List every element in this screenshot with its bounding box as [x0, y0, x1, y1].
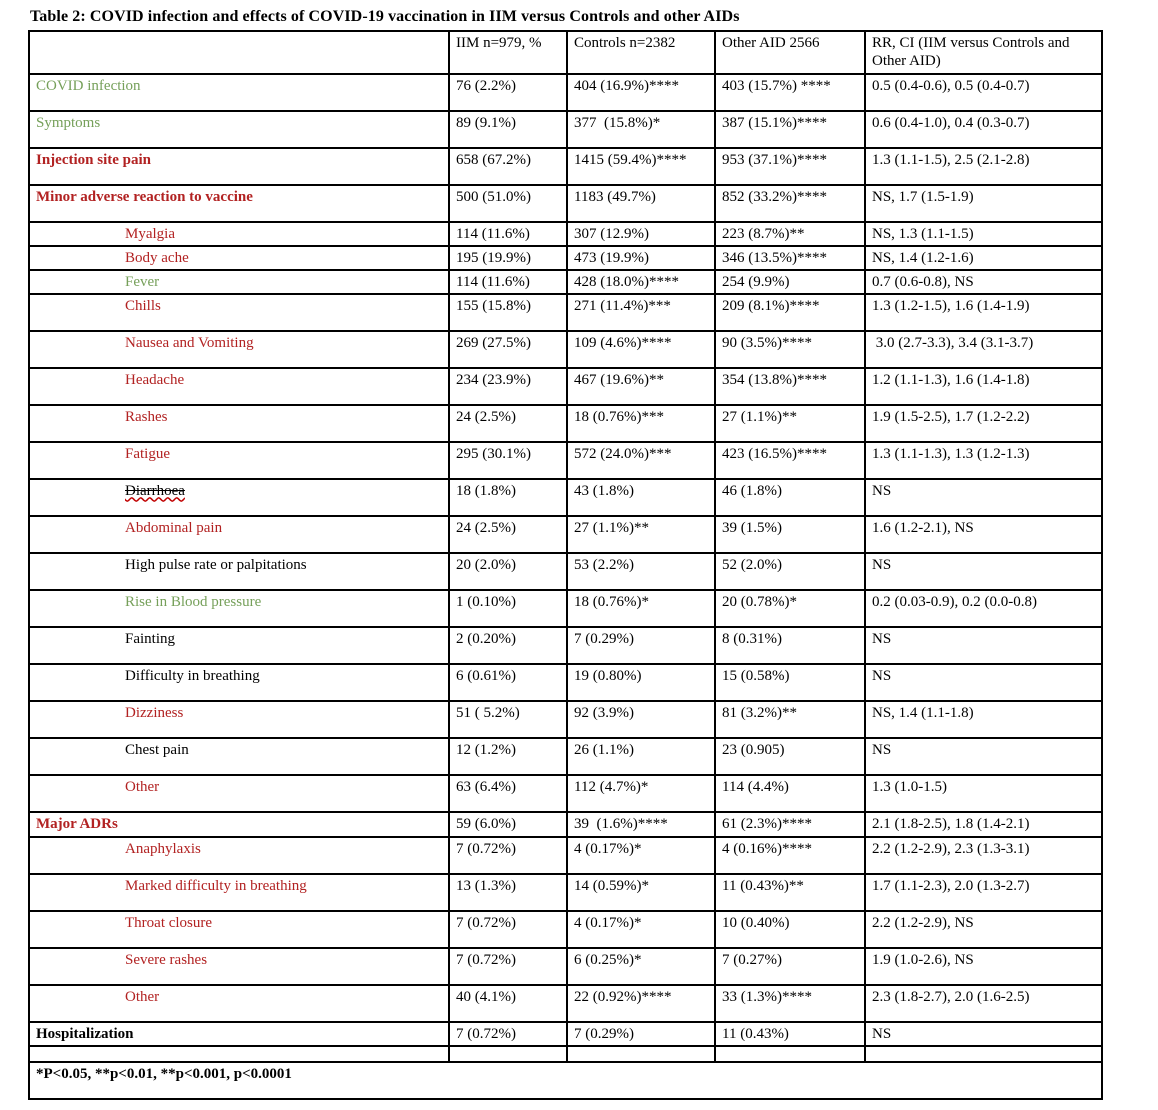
- table-row: [29, 368, 1102, 405]
- cell-iim: 12 (1.2%): [449, 738, 567, 775]
- row-label: Myalgia: [125, 225, 175, 242]
- cell-rr-ci: NS: [865, 479, 1102, 516]
- row-label-cell: [29, 775, 449, 812]
- table-row: [29, 442, 1102, 479]
- cell-controls: 473 (19.9%): [567, 246, 715, 270]
- cell-other-aid: 423 (16.5%)****: [715, 442, 865, 479]
- row-label-cell: [29, 948, 449, 985]
- cell-rr-ci: NS: [865, 1022, 1102, 1046]
- row-label-cell: [29, 664, 449, 701]
- cell-other-aid: 11 (0.43%)**: [715, 874, 865, 911]
- cell-iim: 76 (2.2%): [449, 74, 567, 111]
- cell-other-aid: 10 (0.40%): [715, 911, 865, 948]
- row-label: Minor adverse reaction to vaccine: [36, 188, 253, 205]
- row-label-cell: [29, 738, 449, 775]
- empty-row: [29, 1046, 1102, 1062]
- cell-rr-ci: 2.3 (1.8-2.7), 2.0 (1.6-2.5): [865, 985, 1102, 1022]
- cell-rr-ci: 0.6 (0.4-1.0), 0.4 (0.3-0.7): [865, 111, 1102, 148]
- cell-other-aid: 33 (1.3%)****: [715, 985, 865, 1022]
- column-header-rowlabel: [29, 31, 449, 74]
- cell-iim: 59 (6.0%): [449, 812, 567, 836]
- cell-rr-ci: NS: [865, 738, 1102, 775]
- row-label: Dizziness: [125, 705, 184, 722]
- cell-controls: 4 (0.17%)*: [567, 911, 715, 948]
- row-label-cell: [29, 985, 449, 1022]
- cell-other-aid: 223 (8.7%)**: [715, 222, 865, 246]
- cell-iim: 13 (1.3%): [449, 874, 567, 911]
- row-label-cell: [29, 246, 449, 270]
- row-label-cell: [29, 1022, 449, 1046]
- row-label: Diarrhoea: [125, 483, 185, 500]
- cell-other-aid: 20 (0.78%)*: [715, 590, 865, 627]
- cell-iim: 155 (15.8%): [449, 294, 567, 331]
- row-label: Other: [125, 988, 160, 1005]
- cell-rr-ci: NS, 1.4 (1.1-1.8): [865, 701, 1102, 738]
- cell-rr-ci: 0.5 (0.4-0.6), 0.5 (0.4-0.7): [865, 74, 1102, 111]
- cell-controls: 404 (16.9%)****: [567, 74, 715, 111]
- cell-controls: 7 (0.29%): [567, 627, 715, 664]
- cell-iim: 40 (4.1%): [449, 985, 567, 1022]
- cell-controls: 53 (2.2%): [567, 553, 715, 590]
- row-label-cell: [29, 148, 449, 185]
- table-row: [29, 812, 1102, 836]
- row-label: Fever: [125, 274, 160, 291]
- column-header-other-aid: Other AID 2566: [715, 31, 865, 74]
- cell-iim: 63 (6.4%): [449, 775, 567, 812]
- row-label-cell: [29, 590, 449, 627]
- cell-iim: 7 (0.72%): [449, 948, 567, 985]
- cell-iim: 24 (2.5%): [449, 405, 567, 442]
- cell-iim: 1 (0.10%): [449, 590, 567, 627]
- cell-iim: 6 (0.61%): [449, 664, 567, 701]
- row-label: Throat closure: [125, 914, 213, 931]
- row-label: COVID infection: [36, 77, 141, 94]
- table-row: [29, 74, 1102, 111]
- row-label-cell: [29, 516, 449, 553]
- cell-rr-ci: 1.9 (1.5-2.5), 1.7 (1.2-2.2): [865, 405, 1102, 442]
- row-label: High pulse rate or palpitations: [125, 557, 307, 574]
- cell-other-aid: 15 (0.58%): [715, 664, 865, 701]
- cell-iim: 295 (30.1%): [449, 442, 567, 479]
- cell-rr-ci: 1.3 (1.2-1.5), 1.6 (1.4-1.9): [865, 294, 1102, 331]
- cell-controls: 109 (4.6%)****: [567, 331, 715, 368]
- cell-controls: 572 (24.0%)***: [567, 442, 715, 479]
- cell-rr-ci: 1.9 (1.0-2.6), NS: [865, 948, 1102, 985]
- cell-rr-ci: 1.3 (1.0-1.5): [865, 775, 1102, 812]
- empty-cell: [567, 1046, 715, 1062]
- cell-rr-ci: 2.1 (1.8-2.5), 1.8 (1.4-2.1): [865, 812, 1102, 836]
- row-label: Fatigue: [125, 446, 170, 463]
- cell-controls: 19 (0.80%): [567, 664, 715, 701]
- header-row: [29, 31, 1102, 74]
- row-label: Body ache: [125, 249, 189, 266]
- empty-cell: [29, 1046, 449, 1062]
- table-row: [29, 627, 1102, 664]
- cell-other-aid: 403 (15.7%) ****: [715, 74, 865, 111]
- cell-rr-ci: 1.7 (1.1-2.3), 2.0 (1.3-2.7): [865, 874, 1102, 911]
- cell-controls: 26 (1.1%): [567, 738, 715, 775]
- data-table: [28, 30, 1103, 1100]
- cell-rr-ci: NS, 1.3 (1.1-1.5): [865, 222, 1102, 246]
- cell-controls: 14 (0.59%)*: [567, 874, 715, 911]
- cell-iim: 114 (11.6%): [449, 270, 567, 294]
- cell-iim: 20 (2.0%): [449, 553, 567, 590]
- cell-other-aid: 7 (0.27%): [715, 948, 865, 985]
- row-label: Injection site pain: [36, 151, 152, 168]
- cell-iim: 114 (11.6%): [449, 222, 567, 246]
- table-row: [29, 837, 1102, 874]
- cell-other-aid: 61 (2.3%)****: [715, 812, 865, 836]
- table-row: [29, 246, 1102, 270]
- cell-other-aid: 953 (37.1%)****: [715, 148, 865, 185]
- row-label: Rise in Blood pressure: [125, 594, 262, 611]
- cell-iim: 195 (19.9%): [449, 246, 567, 270]
- row-label-cell: [29, 442, 449, 479]
- cell-other-aid: 114 (4.4%): [715, 775, 865, 812]
- cell-rr-ci: NS: [865, 664, 1102, 701]
- cell-iim: 89 (9.1%): [449, 111, 567, 148]
- cell-other-aid: 90 (3.5%)****: [715, 331, 865, 368]
- cell-controls: 271 (11.4%)***: [567, 294, 715, 331]
- row-label: Marked difficulty in breathing: [125, 877, 307, 894]
- cell-other-aid: 852 (33.2%)****: [715, 185, 865, 222]
- table-row: [29, 405, 1102, 442]
- column-header-iim: IIM n=979, %: [449, 31, 567, 74]
- cell-other-aid: 387 (15.1%)****: [715, 111, 865, 148]
- row-label-cell: [29, 74, 449, 111]
- table-row: [29, 148, 1102, 185]
- row-label-cell: [29, 874, 449, 911]
- table-row: [29, 553, 1102, 590]
- table-row: [29, 738, 1102, 775]
- column-header-controls: Controls n=2382: [567, 31, 715, 74]
- row-label: Severe rashes: [125, 951, 208, 968]
- cell-iim: 658 (67.2%): [449, 148, 567, 185]
- table-row: [29, 111, 1102, 148]
- table-row: [29, 270, 1102, 294]
- cell-rr-ci: 0.7 (0.6-0.8), NS: [865, 270, 1102, 294]
- table-row: [29, 1022, 1102, 1046]
- cell-iim: 269 (27.5%): [449, 331, 567, 368]
- row-label: Major ADRs: [36, 816, 118, 833]
- cell-controls: 92 (3.9%): [567, 701, 715, 738]
- row-label-cell: [29, 270, 449, 294]
- cell-other-aid: 81 (3.2%)**: [715, 701, 865, 738]
- table-row: [29, 479, 1102, 516]
- cell-controls: 112 (4.7%)*: [567, 775, 715, 812]
- cell-rr-ci: 1.2 (1.1-1.3), 1.6 (1.4-1.8): [865, 368, 1102, 405]
- table-row: [29, 985, 1102, 1022]
- row-label-cell: [29, 222, 449, 246]
- row-label-cell: [29, 627, 449, 664]
- row-label-cell: [29, 837, 449, 874]
- cell-other-aid: 354 (13.8%)****: [715, 368, 865, 405]
- table-row: [29, 590, 1102, 627]
- empty-cell: [449, 1046, 567, 1062]
- table-row: [29, 911, 1102, 948]
- empty-cell: [715, 1046, 865, 1062]
- row-label: Anaphylaxis: [125, 840, 201, 857]
- table-row: [29, 331, 1102, 368]
- cell-iim: 18 (1.8%): [449, 479, 567, 516]
- cell-controls: 7 (0.29%): [567, 1022, 715, 1046]
- table-row: [29, 222, 1102, 246]
- significance-footnote: *P<0.05, **p<0.01, **p<0.001, p<0.0001: [29, 1062, 1102, 1099]
- cell-other-aid: 27 (1.1%)**: [715, 405, 865, 442]
- cell-other-aid: 23 (0.905): [715, 738, 865, 775]
- cell-controls: 43 (1.8%): [567, 479, 715, 516]
- cell-other-aid: 346 (13.5%)****: [715, 246, 865, 270]
- cell-controls: 307 (12.9%): [567, 222, 715, 246]
- row-label-cell: [29, 185, 449, 222]
- row-label: Headache: [125, 372, 185, 389]
- cell-controls: 27 (1.1%)**: [567, 516, 715, 553]
- cell-rr-ci: NS, 1.7 (1.5-1.9): [865, 185, 1102, 222]
- cell-other-aid: 52 (2.0%): [715, 553, 865, 590]
- row-label-cell: [29, 331, 449, 368]
- cell-iim: 7 (0.72%): [449, 911, 567, 948]
- cell-controls: 22 (0.92%)****: [567, 985, 715, 1022]
- row-label-cell: [29, 812, 449, 836]
- row-label-cell: [29, 553, 449, 590]
- cell-rr-ci: NS: [865, 627, 1102, 664]
- cell-rr-ci: 0.2 (0.03-0.9), 0.2 (0.0-0.8): [865, 590, 1102, 627]
- row-label: Difficulty in breathing: [125, 668, 260, 685]
- cell-iim: 2 (0.20%): [449, 627, 567, 664]
- row-label-cell: [29, 479, 449, 516]
- empty-cell: [865, 1046, 1102, 1062]
- cell-other-aid: 8 (0.31%): [715, 627, 865, 664]
- table-row: [29, 948, 1102, 985]
- table-footer: [29, 1046, 1102, 1099]
- row-label: Chest pain: [125, 742, 189, 759]
- cell-rr-ci: NS: [865, 553, 1102, 590]
- row-label-cell: [29, 405, 449, 442]
- cell-other-aid: 209 (8.1%)****: [715, 294, 865, 331]
- cell-controls: 18 (0.76%)*: [567, 590, 715, 627]
- cell-other-aid: 4 (0.16%)****: [715, 837, 865, 874]
- cell-controls: 428 (18.0%)****: [567, 270, 715, 294]
- table-row: [29, 874, 1102, 911]
- cell-rr-ci: 1.6 (1.2-2.1), NS: [865, 516, 1102, 553]
- row-label: Other: [125, 779, 160, 796]
- row-label-cell: [29, 294, 449, 331]
- cell-controls: 39 (1.6%)****: [567, 812, 715, 836]
- cell-controls: 1183 (49.7%): [567, 185, 715, 222]
- footnote-row: [29, 1062, 1102, 1099]
- table-row: [29, 294, 1102, 331]
- table-row: [29, 516, 1102, 553]
- cell-rr-ci: 1.3 (1.1-1.3), 1.3 (1.2-1.3): [865, 442, 1102, 479]
- cell-iim: 7 (0.72%): [449, 837, 567, 874]
- cell-controls: 377 (15.8%)*: [567, 111, 715, 148]
- row-label: Rashes: [125, 409, 168, 426]
- table-row: [29, 701, 1102, 738]
- cell-iim: 24 (2.5%): [449, 516, 567, 553]
- cell-iim: 7 (0.72%): [449, 1022, 567, 1046]
- cell-rr-ci: 2.2 (1.2-2.9), 2.3 (1.3-3.1): [865, 837, 1102, 874]
- cell-controls: 467 (19.6%)**: [567, 368, 715, 405]
- cell-other-aid: 254 (9.9%): [715, 270, 865, 294]
- row-label-cell: [29, 111, 449, 148]
- table-body: [29, 74, 1102, 1046]
- cell-iim: 500 (51.0%): [449, 185, 567, 222]
- cell-other-aid: 11 (0.43%): [715, 1022, 865, 1046]
- row-label: Hospitalization: [36, 1025, 134, 1042]
- cell-rr-ci: 2.2 (1.2-2.9), NS: [865, 911, 1102, 948]
- cell-iim: 234 (23.9%): [449, 368, 567, 405]
- cell-controls: 6 (0.25%)*: [567, 948, 715, 985]
- spellcheck-underline: [125, 483, 185, 499]
- row-label: Nausea and Vomiting: [125, 335, 254, 352]
- cell-other-aid: 39 (1.5%): [715, 516, 865, 553]
- cell-controls: 1415 (59.4%)****: [567, 148, 715, 185]
- table-row: [29, 775, 1102, 812]
- row-label: Chills: [125, 298, 161, 315]
- cell-rr-ci: NS, 1.4 (1.2-1.6): [865, 246, 1102, 270]
- row-label: Fainting: [125, 631, 176, 648]
- row-label: Symptoms: [36, 114, 101, 131]
- cell-rr-ci: 1.3 (1.1-1.5), 2.5 (2.1-2.8): [865, 148, 1102, 185]
- column-header-rr-ci: RR, CI (IIM versus Controls and Other AID): [865, 31, 1102, 74]
- row-label-cell: [29, 911, 449, 948]
- cell-other-aid: 46 (1.8%): [715, 479, 865, 516]
- table-row: [29, 185, 1102, 222]
- cell-controls: 4 (0.17%)*: [567, 837, 715, 874]
- row-label: Abdominal pain: [125, 520, 223, 537]
- cell-controls: 18 (0.76%)***: [567, 405, 715, 442]
- table-title: Table 2: COVID infection and effects of COVID-19 vaccination in IIM versus Controls and other AIDs: [30, 8, 740, 25]
- table-row: [29, 664, 1102, 701]
- cell-rr-ci: 3.0 (2.7-3.3), 3.4 (3.1-3.7): [865, 331, 1102, 368]
- cell-iim: 51 ( 5.2%): [449, 701, 567, 738]
- row-label-cell: [29, 368, 449, 405]
- row-label-cell: [29, 701, 449, 738]
